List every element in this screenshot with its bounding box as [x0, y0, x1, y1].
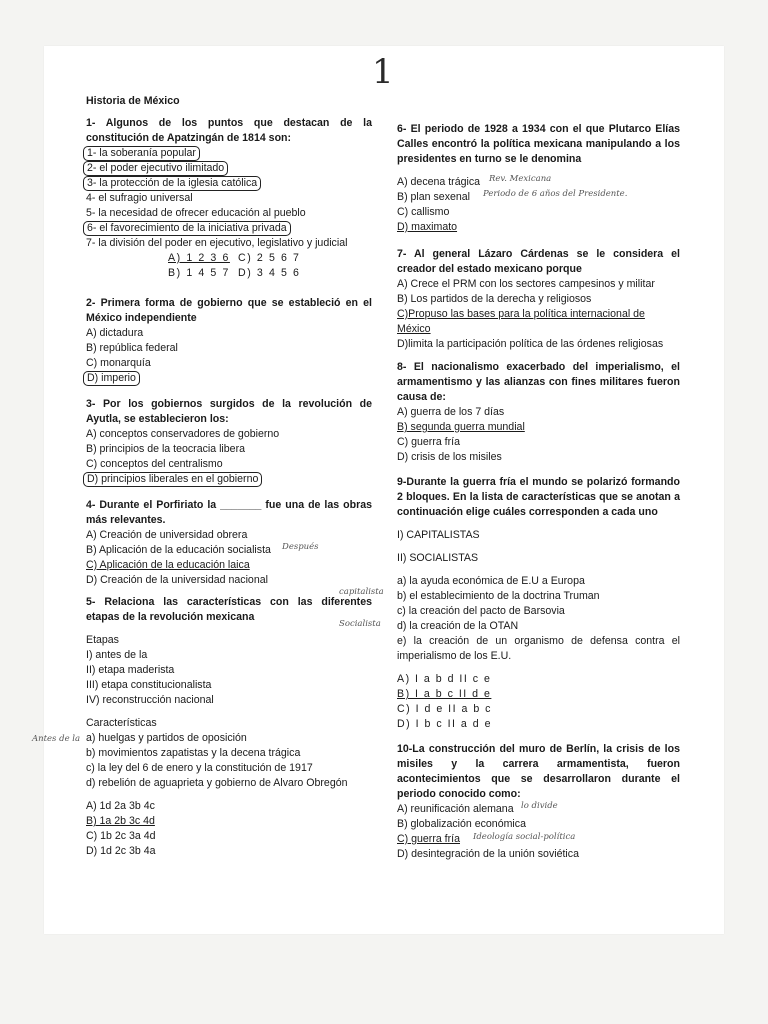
- q8-option-a: A) guerra de los 7 días: [397, 406, 505, 418]
- q9-item-e: e) la creación de un organismo de defensa contra el imperialismo de los E.U.: [397, 635, 680, 662]
- q4-option-c: C) Aplicación de la educación laica: [86, 559, 250, 571]
- q5-handwritten-note: Antes de la: [32, 734, 81, 744]
- q9-item-c: c) la creación del pacto de Barsovia: [397, 605, 565, 617]
- q5-caracteristica-c: c) la ley del 6 de enero y la constitución de 1917: [86, 762, 313, 774]
- q9-option-c: C) I d e II a b c: [397, 703, 492, 715]
- q5-etapa-2: II) etapa maderista: [86, 664, 175, 676]
- q4-option-d: D) Creación de la universidad nacional: [86, 574, 268, 586]
- q5-caracteristica-d: d) rebelión de aguaprieta y gobierno de Alvaro Obregón: [86, 777, 348, 789]
- q7-option-a: A) Crece el PRM con los sectores campesinos y militar: [397, 278, 655, 290]
- q5-option-d: D) 1d 2c 3b 4a: [86, 845, 156, 857]
- q1-item-5: 5- la necesidad de ofrecer educación al pueblo: [86, 207, 306, 219]
- q9-option-d: D) I b c II a d e: [397, 718, 492, 730]
- q5-caracteristica-a: a) huelgas y partidos de oposición: [86, 732, 247, 744]
- q1-item-4: 4- el sufragio universal: [86, 192, 193, 204]
- q1-option-b: B) 1 4 5 7: [168, 267, 230, 279]
- q1-item-6: 6- el favorecimiento de la iniciativa privada: [83, 221, 291, 236]
- q9-option-a: A) I a b d II c e: [397, 673, 492, 685]
- q7-option-d: D)limita la participación política de las órdenes religiosas: [397, 338, 664, 350]
- page-title: Historia de México: [86, 95, 180, 107]
- question-8: 8- El nacionalismo exacerbado del imperialismo, el armamentismo y las alianzas con fines militares fueron causa de:: [397, 361, 680, 403]
- q5-caracteristicas-label: Características: [86, 717, 157, 729]
- left-column: [32, 94, 372, 859]
- q1-item-3: 3- la protección de la iglesia católica: [83, 176, 261, 191]
- q4-option-b: B) Aplicación de la educación socialista: [86, 544, 271, 556]
- q2-option-b: B) república federal: [86, 342, 178, 354]
- q10-note-c: Ideología social-política: [473, 832, 576, 842]
- question-5: 5- Relaciona las características con las diferentes etapas de la revolución mexicana: [86, 596, 372, 623]
- q5-option-a: A) 1d 2a 3b 4c: [86, 800, 155, 812]
- q6-option-d: D) maximato: [397, 221, 458, 233]
- q3-option-a: A) conceptos conservadores de gobierno: [86, 428, 280, 440]
- question-2: 2- Primera forma de gobierno que se estableció en el México independiente: [86, 297, 372, 324]
- q2-option-a: A) dictadura: [86, 327, 144, 339]
- q6-note-b: Periodo de 6 años del Presidente.: [483, 189, 628, 199]
- q2-option-c: C) monarquía: [86, 357, 151, 369]
- q7-option-c-cont: México: [397, 323, 431, 335]
- q5-etapas-label: Etapas: [86, 634, 119, 646]
- q8-option-b: B) segunda guerra mundial: [397, 421, 525, 433]
- q1-item-2: 2- el poder ejecutivo ilimitado: [83, 161, 228, 176]
- q6-option-c: C) callismo: [397, 206, 450, 218]
- q7-option-c: C)Propuso las bases para la política internacional de: [397, 308, 645, 320]
- q10-option-a: A) reunificación alemana: [397, 803, 514, 815]
- q9-note-socialista: Socialista: [339, 619, 381, 629]
- q10-option-d: D) desintegración de la unión soviética: [397, 848, 579, 860]
- q9-block-2: II) SOCIALISTAS: [397, 552, 479, 564]
- q4-handwritten-note: Después: [282, 542, 319, 552]
- q1-options: [86, 251, 372, 281]
- q3-option-b: B) principios de la teocracia libera: [86, 443, 245, 455]
- q1-option-a: A) 1 2 3 6: [168, 252, 230, 264]
- right-column: [339, 122, 680, 862]
- page-number: 1: [372, 52, 394, 92]
- q10-note-a: lo divide: [521, 801, 558, 811]
- q9-item-a: a) la ayuda económica de E.U a Europa: [397, 575, 585, 587]
- q9-note-capitalista: capitalista: [339, 587, 384, 597]
- q8-option-c: C) guerra fría: [397, 436, 460, 448]
- q5-option-b: B) 1a 2b 3c 4d: [86, 815, 155, 827]
- q9-item-d: d) la creación de la OTAN: [397, 620, 519, 632]
- q7-option-b: B) Los partidos de la derecha y religiosos: [397, 293, 592, 305]
- q10-option-c: C) guerra fría: [397, 833, 460, 845]
- q9-item-b: b) el establecimiento de la doctrina Truman: [397, 590, 600, 602]
- question-6: 6- El periodo de 1928 a 1934 con el que Plutarco Elías Calles encontró la política mexicana manipulando a los presidentes en turno se le denomina: [397, 123, 680, 165]
- q6-option-a: A) decena trágica: [397, 176, 481, 188]
- q9-option-b: B) I a b c II d e: [397, 688, 492, 700]
- q6-note-a: Rev. Mexicana: [489, 174, 552, 184]
- question-3: 3- Por los gobiernos surgidos de la revolución de Ayutla, se establecieron los:: [86, 398, 372, 425]
- q3-option-d: D) principios liberales en el gobierno: [83, 472, 262, 487]
- question-10: 10-La construcción del muro de Berlín, la crisis de los misiles y la carrera armamentista, fueron acontecimientos que se desarrollaron durante el periodo conocido como:: [397, 743, 680, 800]
- question-1: 1- Algunos de los puntos que destacan de la constitución de Apatzingán de 1814 son:: [86, 117, 372, 144]
- question-7: 7- Al general Lázaro Cárdenas se le considera el creador del estado mexicano porque: [397, 248, 680, 275]
- q1-item-1: 1- la soberanía popular: [83, 146, 200, 161]
- q5-caracteristica-b: b) movimientos zapatistas y la decena trágica: [86, 747, 301, 759]
- q4-option-a: A) Creación de universidad obrera: [86, 529, 248, 541]
- q1-item-7: 7- la división del poder en ejecutivo, legislativo y judicial: [86, 237, 348, 249]
- q8-option-d: D) crisis de los misiles: [397, 451, 502, 463]
- q1-option-c: C) 2 5 6 7: [238, 252, 301, 264]
- q5-etapa-4: IV) reconstrucción nacional: [86, 694, 214, 706]
- q10-option-b: B) globalización económica: [397, 818, 526, 830]
- question-9: 9-Durante la guerra fría el mundo se polarizó formando 2 bloques. En la lista de características que se anotan a continuación elige cuáles corresponden a cada uno: [397, 476, 680, 518]
- q1-option-d: D) 3 4 5 6: [238, 267, 301, 279]
- q5-option-c: C) 1b 2c 3a 4d: [86, 830, 156, 842]
- q2-option-d: D) imperio: [83, 371, 140, 386]
- q5-etapa-3: III) etapa constitucionalista: [86, 679, 212, 691]
- question-4: 4- Durante el Porfiriato la _______ fue una de las obras más relevantes.: [86, 499, 372, 526]
- q9-block-1: I) CAPITALISTAS: [397, 529, 480, 541]
- q5-etapa-1: I) antes de la: [86, 649, 148, 661]
- q3-option-c: C) conceptos del centralismo: [86, 458, 223, 470]
- q6-option-b: B) plan sexenal: [397, 191, 471, 203]
